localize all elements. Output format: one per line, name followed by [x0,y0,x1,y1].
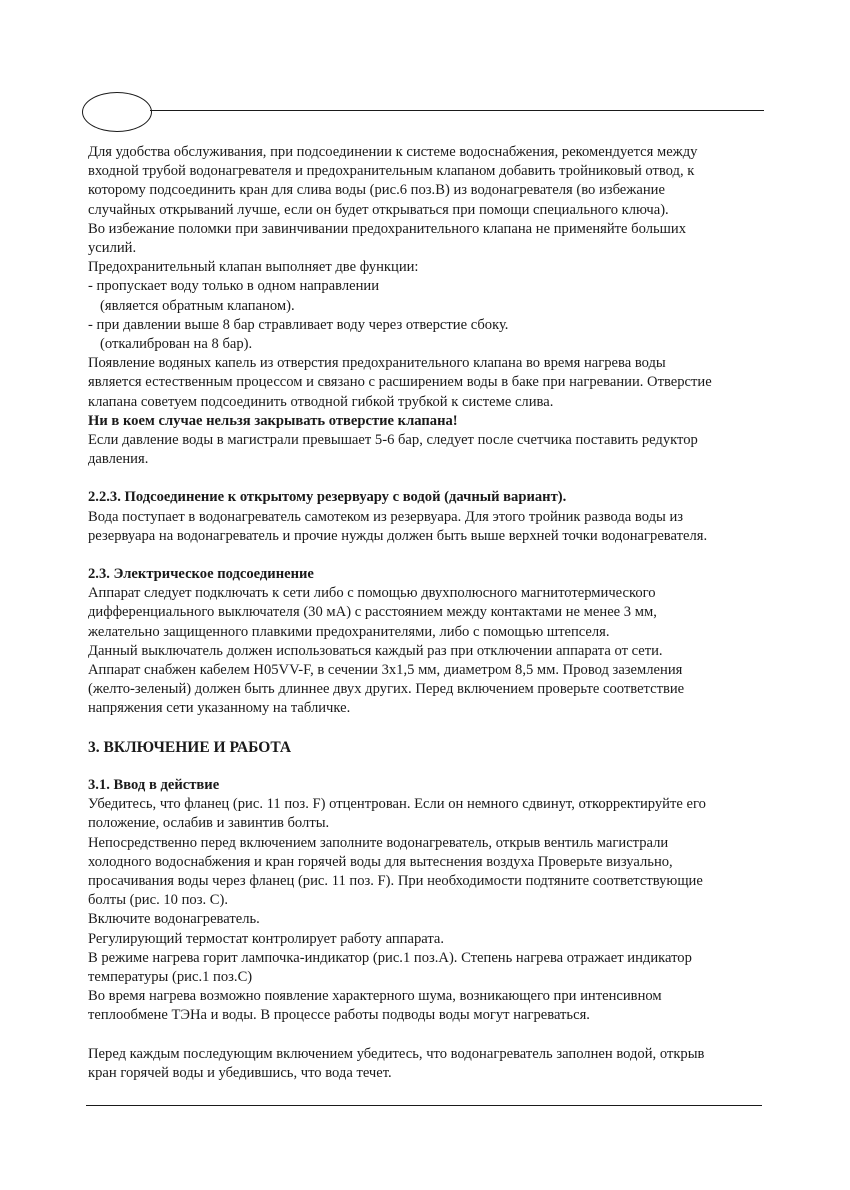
header-oval-decoration [82,92,152,132]
section-2-3-body [88,584,768,718]
text-line: (желто-зеленый) должен быть длиннее двух других. Перед включением проверьте соответствие [88,681,685,698]
section-2-2-3-body [88,508,768,546]
header-rule [150,110,764,111]
text-line: Аппарат следует подключать к сети либо с помощью двухполюсного магнитотермического [88,585,656,602]
text-line: Вода поступает в водонагреватель самотеком из резервуара. Для этого тройник развода воды из [88,508,684,525]
text-line: клапана советуем подсоединить отводной гибкой трубкой к системе слива. [88,393,554,410]
section-2-3-title: 2.3. Электрическое подсоединение [88,566,314,583]
text-line: Если давление воды в магистрали превышает 5-6 бар, следует после счетчика поставить редуктор [88,432,698,449]
text-line: Перед каждым последующим включением убедитесь, что водонагреватель заполнен водой, открыв [88,1045,705,1062]
section-3-1-body [88,795,768,1025]
text-line: В режиме нагрева горит лампочка-индикатор (рис.1 поз.А). Степень нагрева отражает индикатор [88,949,692,966]
text-line: дифференциального выключателя (30 мА) с расстоянием между контактами не менее 3 мм, [88,604,657,621]
text-line: кран горячей воды и убедившись, что вода течет. [88,1064,392,1081]
text-line: болты (рис. 10 поз. С). [88,892,229,909]
text-line: Во время нагрева возможно появление характерного шума, возникающего при интенсивном [88,988,662,1005]
text-line: Во избежание поломки при завинчивании предохранительного клапана не применяйте больших [88,220,686,237]
footer-rule [86,1105,762,1106]
valve-intro: Предохранительный клапан выполняет две функции: [88,259,419,276]
paragraph-pressure [88,431,768,469]
text-line: является естественным процессом и связано с расширением воды в баке при нагревании. Отверстие [88,374,712,391]
text-line: желательно защищенного плавкими предохранителями, либо с помощью штепселя. [88,623,610,640]
text-line: усилий. [88,240,137,257]
paragraph-service [88,143,768,258]
text-line: Для удобства обслуживания, при подсоединении к системе водоснабжения, рекомендуется между [88,144,698,160]
text-line: теплообмене ТЭНа и воды. В процессе работы подводы воды могут нагреваться. [88,1007,590,1024]
paragraph-final [88,1045,768,1083]
section-3-1-title: 3.1. Ввод в действие [88,776,220,793]
valve-functions-list [88,277,768,354]
list-item-note: (откалиброван на 8 бар). [100,336,253,353]
text-line: входной трубой водонагревателя и предохранительным клапаном добавить тройниковый отвод, к [88,163,695,180]
text-line: температуры (рис.1 поз.С) [88,968,253,985]
text-line: положение, ослабив и завинтив болты. [88,815,330,832]
section-3-title: 3. ВКЛЮЧЕНИЕ И РАБОТА [88,738,292,756]
section-2-2-3-title: 2.2.3. Подсоединение к открытому резервуару с водой (дачный вариант). [88,489,567,506]
text-line: случайных открываний лучше, если он будет открываться при помощи специального ключа). [88,201,669,218]
text-line: Данный выключатель должен использоваться каждый раз при отключении аппарата от сети. [88,642,663,659]
text-line: напряжения сети указанному на табличке. [88,700,351,717]
warning-text: Ни в коем случае нельзя закрывать отверстие клапана! [88,412,458,429]
page-content [88,143,768,1083]
text-line: давления. [88,451,149,468]
text-line: Регулирующий термостат контролирует работу аппарата. [88,930,445,947]
text-line: Включите водонагреватель. [88,911,260,928]
list-item-note: (является обратным клапаном). [100,297,295,314]
list-item: - при давлении выше 8 бар стравливает воду через отверстие сбоку. [88,316,509,333]
text-line: резервуара на водонагреватель и прочие нужды должен быть выше верхней точки водонагревателя. [88,527,708,544]
text-line: Аппарат снабжен кабелем H05VV-F, в сечении 3x1,5 мм, диаметром 8,5 мм. Провод заземления [88,662,683,679]
text-line: Непосредственно перед включением заполните водонагреватель, открыв вентиль магистрали [88,834,669,851]
text-line: Убедитесь, что фланец (рис. 11 поз. F) отцентрован. Если он немного сдвинут, откорректируйте его [88,796,706,813]
list-item: - пропускает воду только в одном направлении [88,278,380,295]
text-line: холодного водоснабжения и кран горячей воды для вытеснения воздуха Проверьте визуально, [88,853,673,870]
text-line: просачивания воды через фланец (рис. 11 поз. F). При необходимости подтяните соответствующие [88,872,703,889]
text-line: Появление водяных капель из отверстия предохранительного клапана во время нагрева воды [88,355,666,372]
text-line: которому подсоединить кран для слива воды (рис.6 поз.В) из водонагревателя (во избежание [88,182,665,199]
paragraph-drops [88,354,768,412]
